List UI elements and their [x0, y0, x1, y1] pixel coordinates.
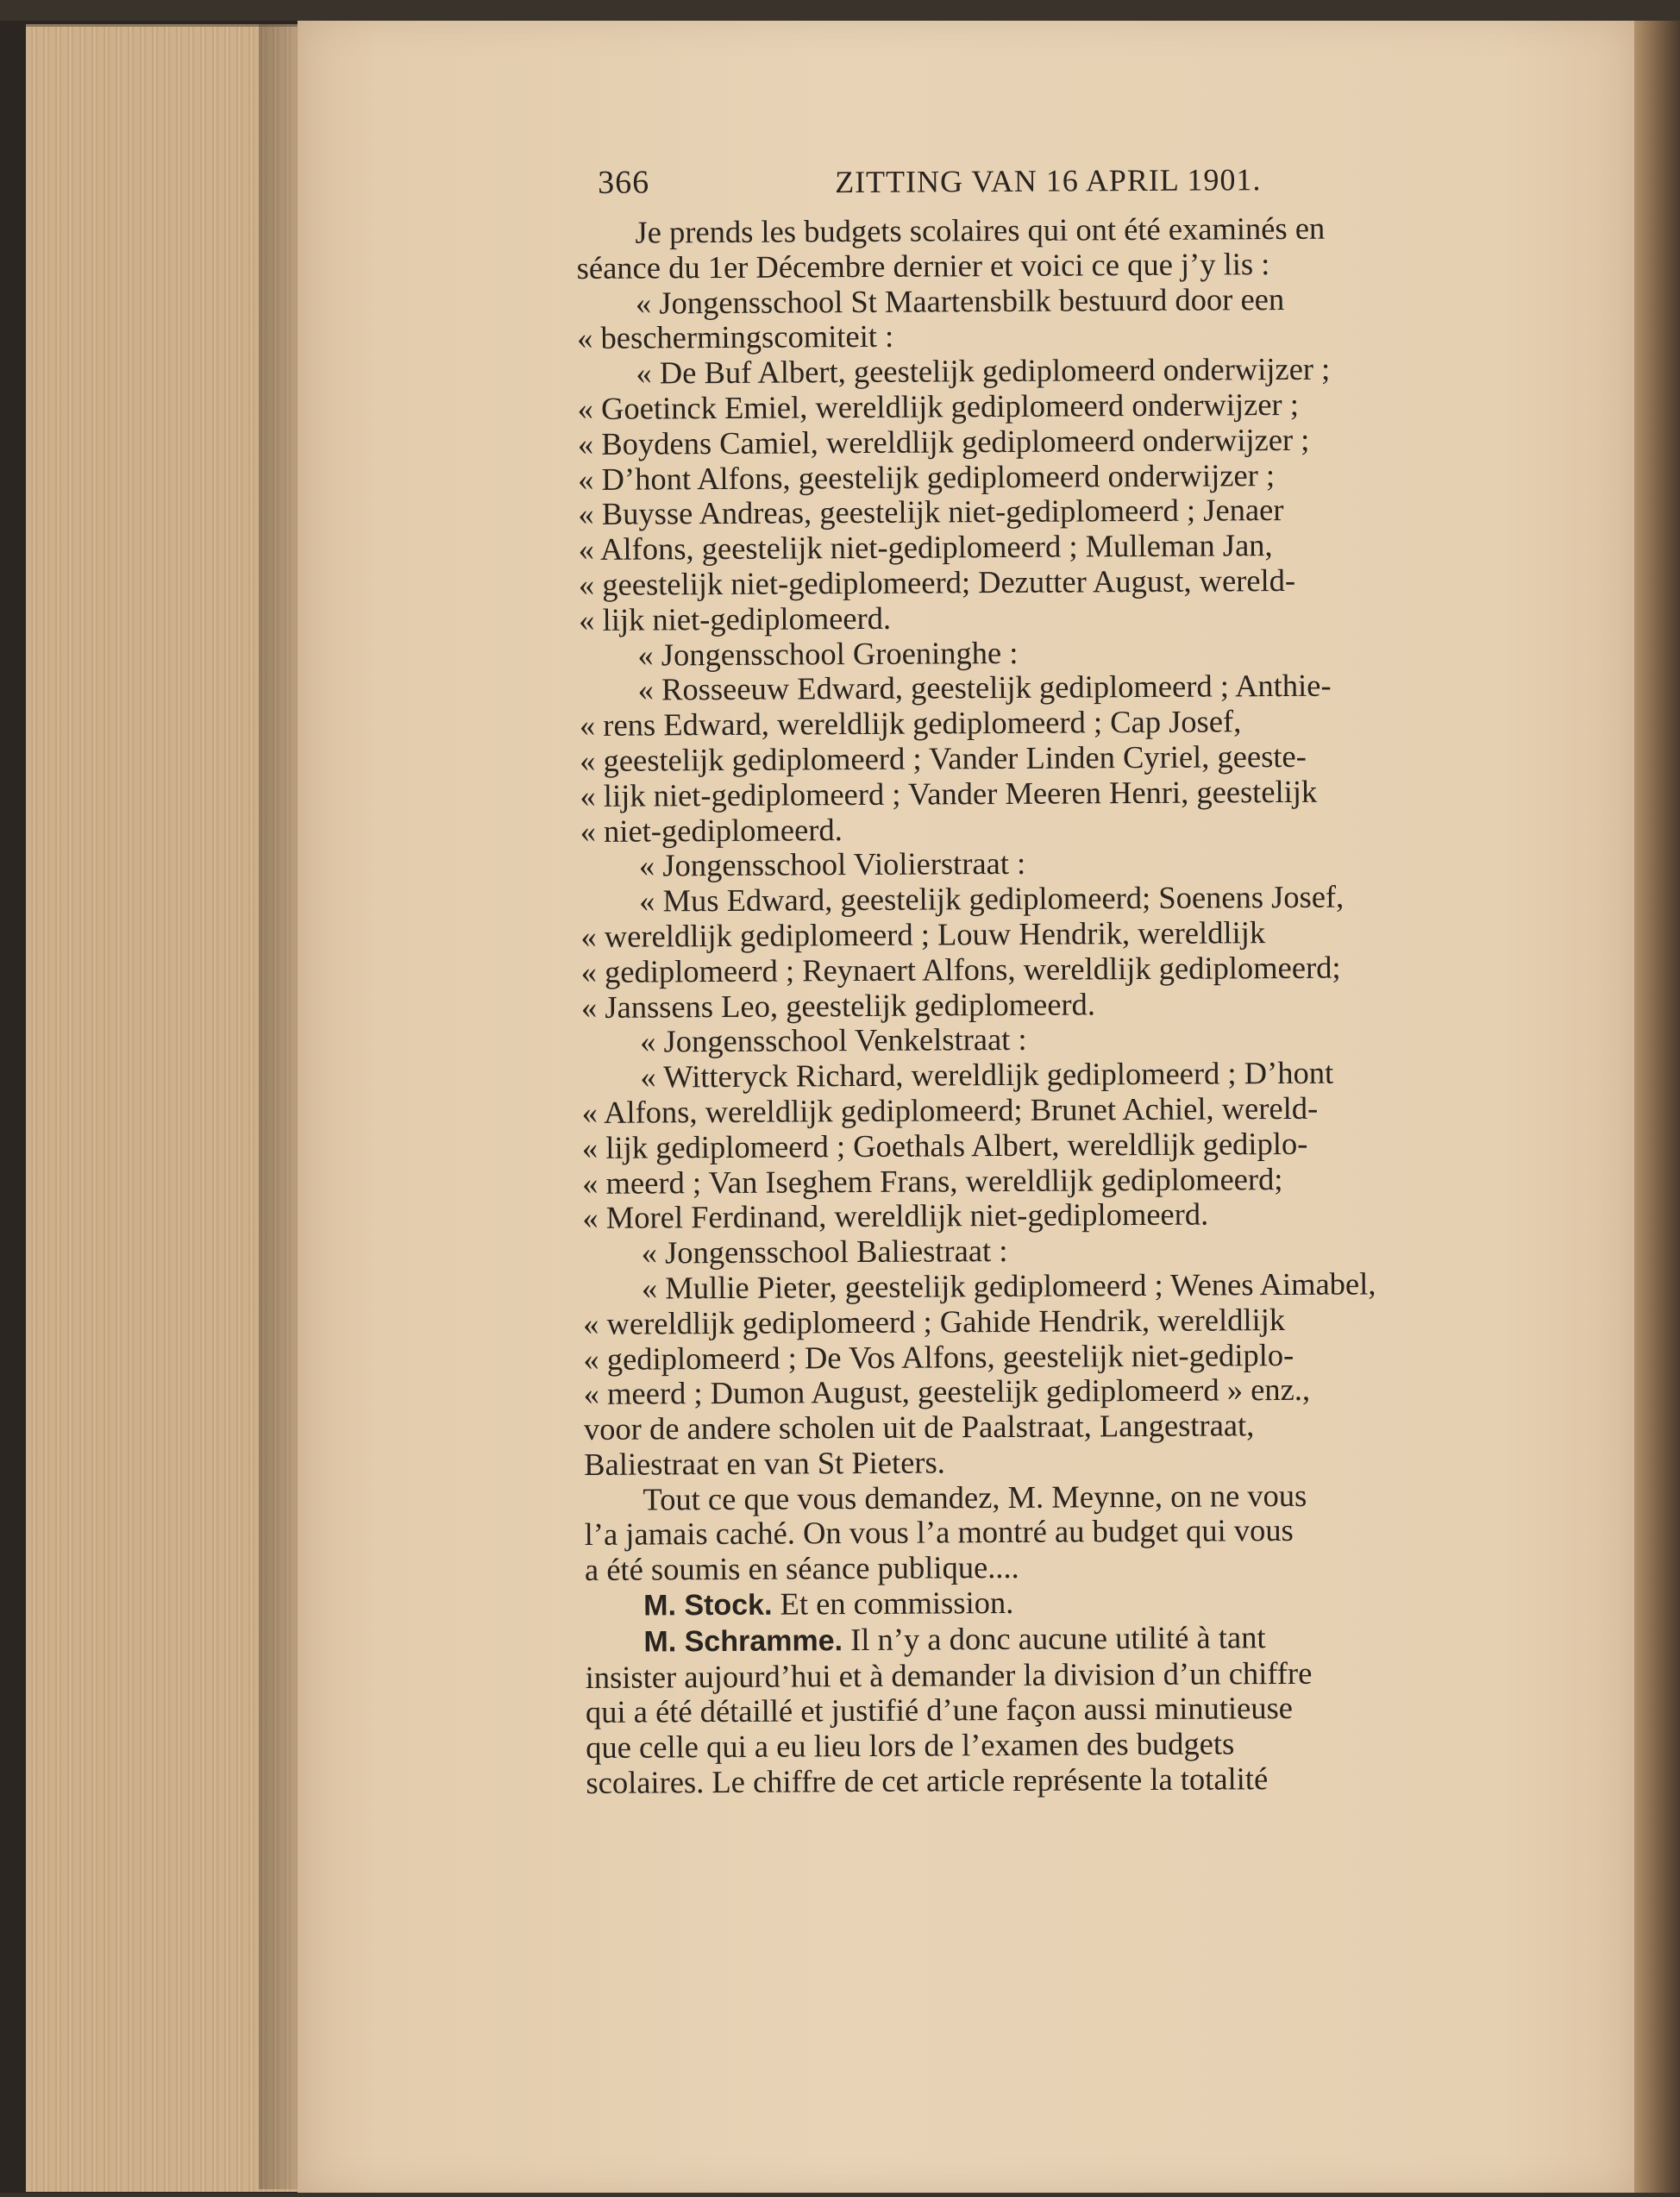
text-line: « lijk niet-gediplomeerd. [579, 599, 892, 637]
text-line: « Morel Ferdinand, wereldlijk niet-gediplomeerd. [582, 1196, 1209, 1236]
text-line: « wereldlijk gediplomeerd ; Gahide Hendrik, wereldlijk [583, 1301, 1286, 1341]
text-line: séance du 1er Décembre dernier et voici ce que j’y lis : [576, 245, 1270, 286]
text-line: que celle qui a eu lieu lors de l’examen des budgets [586, 1725, 1235, 1766]
text-line: « Mullie Pieter, geestelijk gediplomeerd ; Wenes Aimabel, [641, 1265, 1376, 1306]
speaker-name: M. Stock. [643, 1588, 773, 1623]
text-line: a été soumis en séance publique.... [584, 1549, 1019, 1588]
text-line: « lijk niet-gediplomeerd ; Vander Meeren Henri, geestelijk [580, 773, 1318, 813]
text-line: « Janssens Leo, geestelijk gediplomeerd. [580, 985, 1096, 1025]
text-line: « meerd ; Van Iseghem Frans, wereldlijk gediplomeerd; [582, 1160, 1283, 1201]
scan-bottom-border [0, 2193, 1680, 2197]
text-line: « Witteryck Richard, wereldlijk gediplomeerd ; D’hont [640, 1054, 1334, 1095]
text-line: « Alfons, geestelijk niet-gediplomeerd ; Mulleman Jan, [578, 527, 1273, 568]
speech-schramme [585, 1618, 1516, 1660]
text-line: voor de andere scholen uit de Paalstraat, Langestraat, [583, 1407, 1255, 1447]
text-line: « De Buf Albert, geestelijk gediplomeerd onderwijzer ; [636, 350, 1331, 391]
text-line: « lijk gediplomeerd ; Goethals Albert, wereldlijk gediplo- [581, 1125, 1308, 1165]
scan-top-border [0, 0, 1680, 21]
text-line: « rens Edward, wereldlijk gediplomeerd ; Cap Josef, [579, 703, 1242, 744]
text-line: « Rosseeuw Edward, geestelijk gediplomeerd ; Anthie- [637, 668, 1332, 707]
speech-stock [585, 1582, 1516, 1623]
text-line: « Jongensschool Groeninghe : [637, 634, 1019, 673]
text-line: Tout ce que vous demandez, M. Meynne, on ne vous [643, 1477, 1307, 1517]
text-line: « Mus Edward, geestelijk gediplomeerd; Soenens Josef, [639, 878, 1345, 919]
speaker-name: M. Schramme. [643, 1624, 843, 1659]
text-line: qui a été détaillé et justifié d’une façon aussi minutieuse [585, 1690, 1294, 1730]
text-line: « Buysse Andreas, geestelijk niet-gediplomeerd ; Jenaer [578, 492, 1284, 532]
text-line: « Alfons, wereldlijk gediplomeerd; Brunet Achiel, wereld- [581, 1089, 1319, 1130]
text-line: scolaires. Le chiffre de cet article représente la totalité [586, 1761, 1269, 1801]
text-line: « gediplomeerd ; Reynaert Alfons, wereldlijk gediplomeerd; [580, 949, 1341, 989]
page-text-block [576, 158, 1518, 1800]
text-line: « niet-gediplomeerd. [580, 811, 843, 849]
text-line: « D’hont Alfons, geestelijk gediplomeerd onderwijzer ; [578, 456, 1276, 497]
text-line: insister aujourd’hui et à demander la division d’un chiffre [585, 1654, 1313, 1695]
book-gutter [1634, 21, 1680, 2193]
text-line: « Boydens Camiel, wereldlijk gediplomeerd onderwijzer ; [577, 421, 1310, 461]
text-line: l’a jamais caché. On vous l’a montré au budget qui vous [584, 1512, 1294, 1553]
body-text [576, 210, 1517, 1800]
text-line: « Jongensschool Baliestraat : [641, 1233, 1008, 1271]
text-line: « Jongensschool Venkelstraat : [640, 1021, 1027, 1059]
speech-text: Et en commission. [780, 1585, 1014, 1622]
text-line: « Jongensschool Violierstraat : [638, 845, 1026, 883]
text-line: « geestelijk niet-gediplomeerd; Dezutter August, wereld- [578, 562, 1296, 602]
text-line: « beschermingscomiteit : [577, 318, 894, 356]
running-header [576, 158, 1508, 216]
text-line: « geestelijk gediplomeerd ; Vander Linden Cyriel, geeste- [580, 738, 1307, 778]
page-number: 366 [598, 164, 650, 201]
running-head-title: ZITTING VAN 16 APRIL 1901. [835, 162, 1262, 200]
text-line: « meerd ; Dumon August, geestelijk gediplomeerd » enz., [583, 1372, 1311, 1412]
text-line: Je prends les budgets scolaires qui ont été examinés en [635, 210, 1326, 250]
speech-text: Il n’y a donc aucune utilité à tant [849, 1619, 1266, 1657]
text-line: « Jongensschool St Maartensbilk bestuurd door een [635, 280, 1285, 321]
text-line: « Goetinck Emiel, wereldlijk gediplomeerd onderwijzer ; [577, 386, 1300, 426]
text-line: « gediplomeerd ; De Vos Alfons, geestelijk niet-gediplo- [583, 1336, 1294, 1377]
text-line: Baliestraat en van St Pieters. [584, 1444, 945, 1482]
text-line: « wereldlijk gediplomeerd ; Louw Hendrik, wereldlijk [580, 914, 1266, 954]
